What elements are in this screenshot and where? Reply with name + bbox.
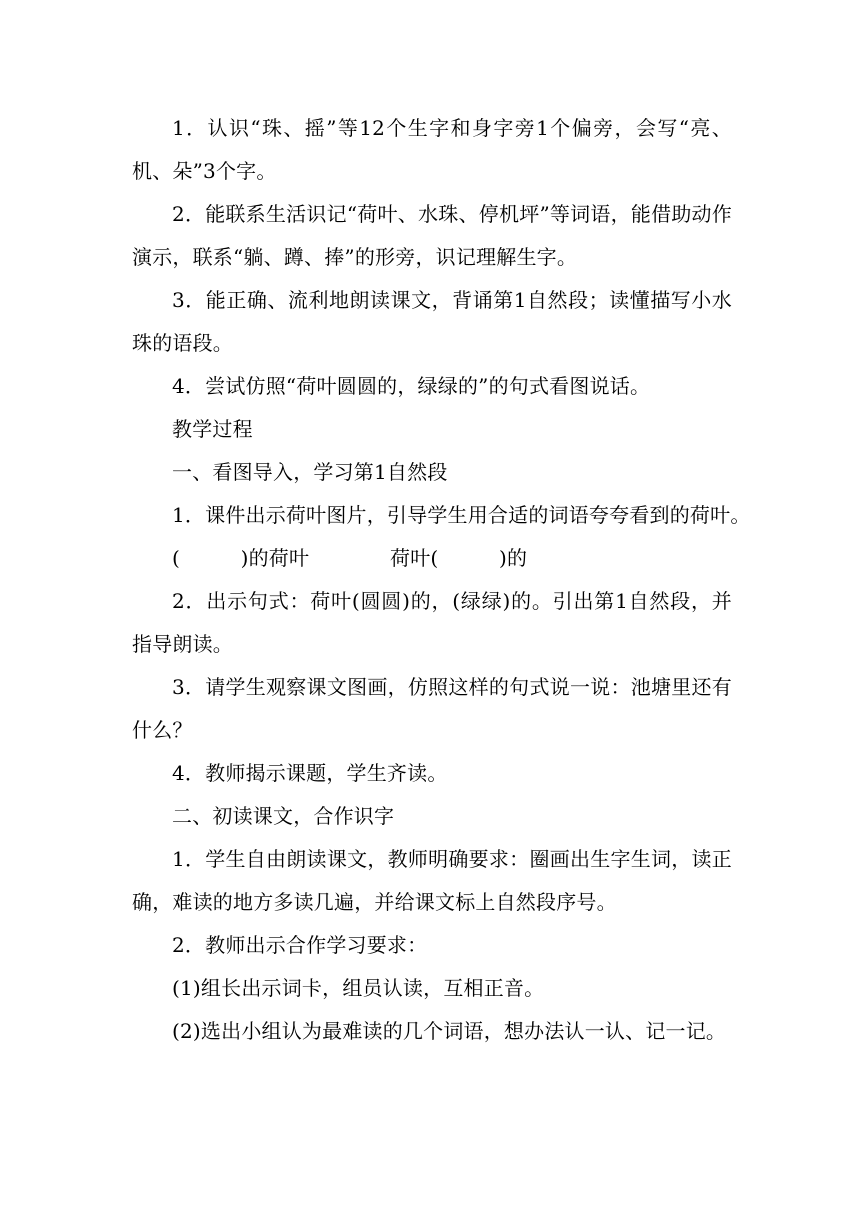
step-1-2: 2．出示句式：荷叶(圆圆)的，(绿绿)的。引出第1自然段，并指导朗读。	[132, 589, 732, 656]
section-heading-teaching-process: 教学过程	[172, 417, 253, 441]
fill-in-blank-row: ( )的荷叶 荷叶( )的	[172, 546, 528, 570]
section-heading-1: 一、看图导入，学习第1自然段	[172, 460, 448, 484]
step-1-3: 3．请学生观察课文图画，仿照这样的句式说一说：池塘里还有什么？	[132, 675, 732, 742]
step-1-1: 1．课件出示荷叶图片，引导学生用合适的词语夸夸看到的荷叶。	[172, 503, 751, 527]
step-1-4: 4．教师揭示课题，学生齐读。	[172, 761, 448, 785]
step-2-1: 1．学生自由朗读课文，教师明确要求：圈画出生字生词，读正确，难读的地方多读几遍，并给课文标上自然段序号。	[132, 847, 732, 914]
objective-4: 4．尝试仿照“荷叶圆圆的，绿绿的”的句式看图说话。	[172, 374, 651, 398]
section-heading-2: 二、初读课文，合作识字	[172, 804, 395, 828]
objective-2: 2．能联系生活识记“荷叶、水珠、停机坪”等词语，能借助动作演示，联系“躺、蹲、捧”的形旁，识记理解生字。	[132, 202, 732, 269]
objective-1: 1．认识“珠、摇”等12个生字和身字旁1个偏旁，会写“亮、机、朵”3个字。	[132, 116, 732, 183]
step-2-2-sub-2: (2)选出小组认为最难读的几个词语，想办法认一认、记一记。	[172, 1019, 727, 1043]
step-2-2: 2．教师出示合作学习要求：	[172, 933, 428, 957]
document-body	[132, 107, 751, 1053]
step-2-2-sub-1: (1)组长出示词卡，组员认读，互相正音。	[172, 976, 545, 1000]
objective-3: 3．能正确、流利地朗读课文，背诵第1自然段；读懂描写小水珠的语段。	[132, 288, 732, 355]
